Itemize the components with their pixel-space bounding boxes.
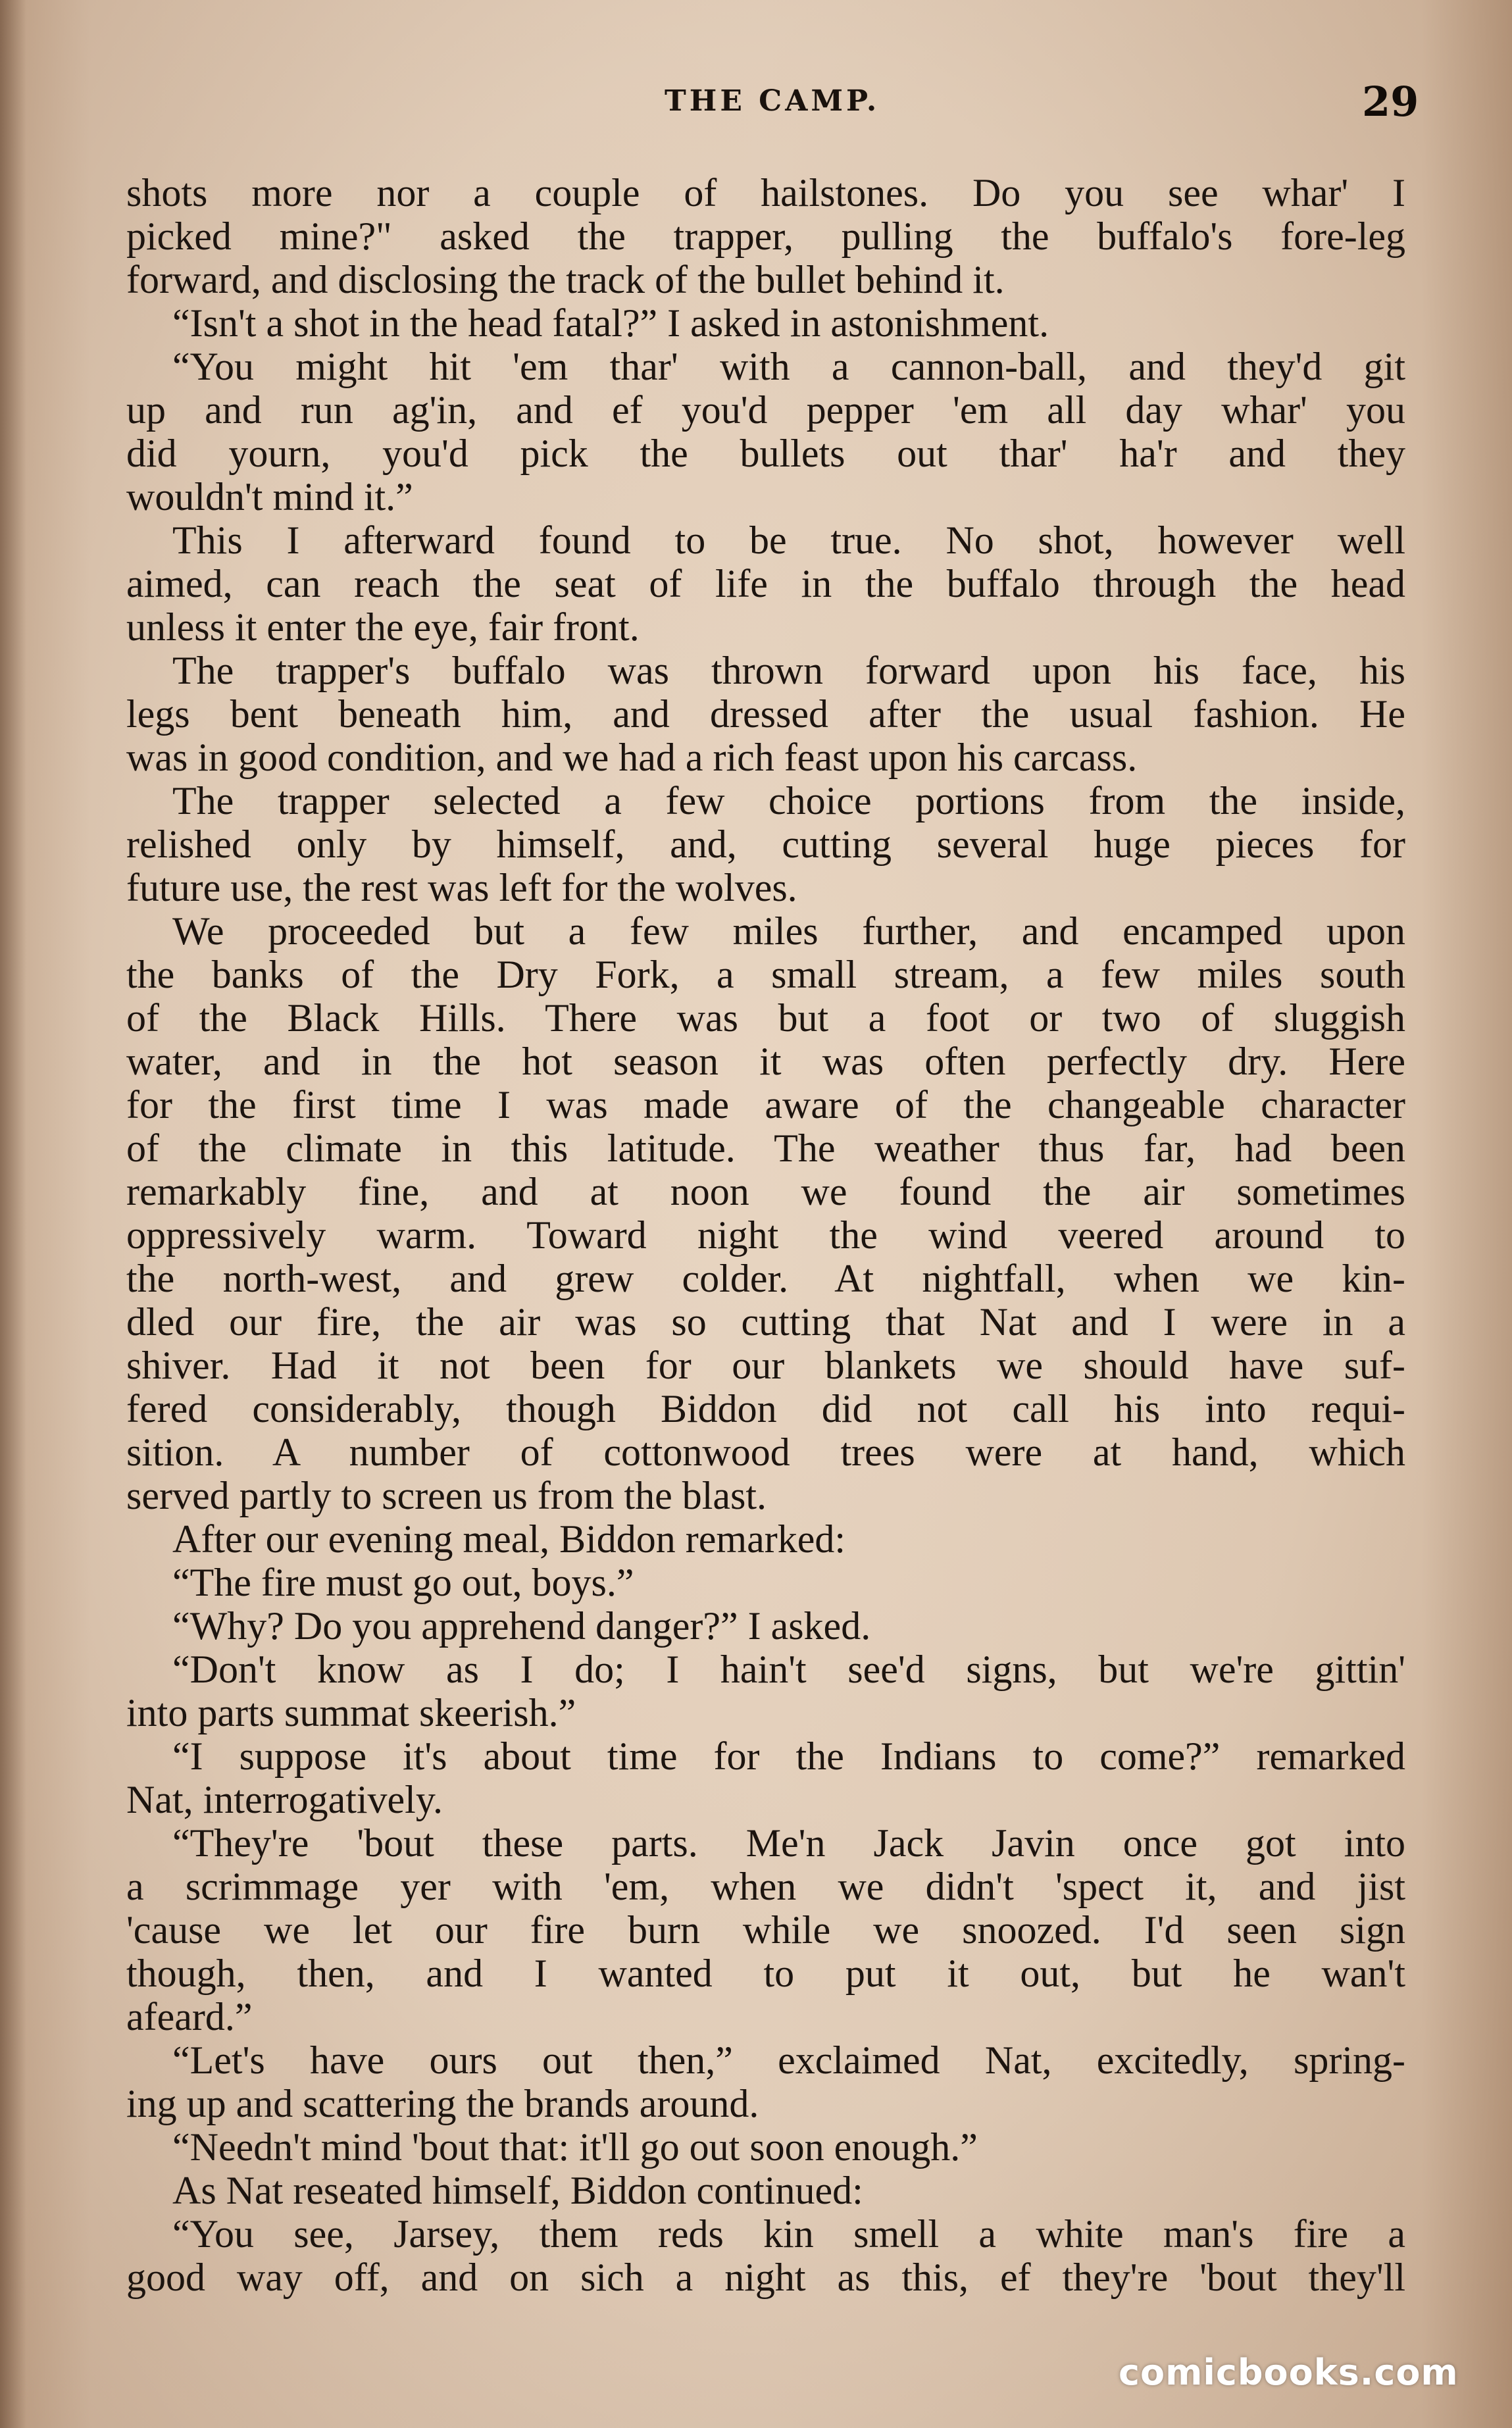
- text-line: shots more nor a couple of hailstones. Do you see whar' I: [126, 171, 1405, 215]
- text-line: The trapper's buffalo was thrown forward upon his face, his: [172, 649, 1405, 692]
- text-line: dled our fire, the air was so cutting that Nat and I were in a: [126, 1300, 1405, 1344]
- text-line: fered considerably, though Biddon did not call his into requi-: [126, 1387, 1405, 1430]
- text-line: the north-west, and grew colder. At nightfall, when we kin-: [126, 1257, 1405, 1300]
- text-line: good way off, and on sich a night as this, ef they're 'bout they'll: [126, 2256, 1405, 2299]
- text-line: “Don't know as I do; I hain't see'd signs, but we're gittin': [172, 1648, 1405, 1691]
- text-line: up and run ag'in, and ef you'd pepper 'em all day whar' you: [126, 388, 1405, 432]
- text-line: was in good condition, and we had a rich feast upon his carcass.: [126, 736, 1138, 779]
- text-line: the banks of the Dry Fork, a small stream, a few miles south: [126, 953, 1405, 996]
- text-line: We proceeded but a few miles further, and encamped upon: [172, 909, 1405, 953]
- text-line: legs bent beneath him, and dressed after the usual fashion. He: [126, 692, 1405, 736]
- watermark-text: comicbooks.com: [1119, 2352, 1459, 2393]
- spine-shadow: [0, 0, 26, 2428]
- text-line: did yourn, you'd pick the bullets out thar' ha'r and they: [126, 432, 1405, 475]
- running-title: THE CAMP.: [665, 84, 880, 118]
- text-line: “Isn't a shot in the head fatal?” I asked in astonishment.: [172, 301, 1049, 345]
- running-head: [0, 78, 1512, 130]
- text-line: of the Black Hills. There was but a foot or two of sluggish: [126, 996, 1405, 1040]
- text-line: of the climate in this latitude. The weather thus far, had been: [126, 1126, 1405, 1170]
- text-line: “Let's have ours out then,” exclaimed Nat, excitedly, spring-: [172, 2038, 1405, 2082]
- body-text: [126, 171, 1405, 2329]
- text-line: “I suppose it's about time for the Indians to come?” remarked: [172, 1734, 1405, 1778]
- text-line: 'cause we let our fire burn while we snoozed. I'd seen sign: [126, 1908, 1405, 1952]
- text-line: relished only by himself, and, cutting several huge pieces for: [126, 822, 1405, 866]
- text-line: “Why? Do you apprehend danger?” I asked.: [172, 1604, 871, 1648]
- text-line: sition. A number of cottonwood trees were at hand, which: [126, 1430, 1405, 1474]
- text-line: unless it enter the eye, fair front.: [126, 605, 640, 649]
- text-line: aimed, can reach the seat of life in the buffalo through the head: [126, 562, 1405, 605]
- text-line: shiver. Had it not been for our blankets we should have suf-: [126, 1344, 1405, 1387]
- text-line: though, then, and I wanted to put it out, but he wan't: [126, 1952, 1405, 1995]
- text-line: a scrimmage yer with 'em, when we didn't 'spect it, and jist: [126, 1865, 1405, 1908]
- text-line: for the first time I was made aware of the changeable character: [126, 1083, 1405, 1126]
- text-line: “They're 'bout these parts. Me'n Jack Javin once got into: [172, 1821, 1405, 1865]
- text-line: Nat, interrogatively.: [126, 1778, 443, 1821]
- text-line: oppressively warm. Toward night the wind veered around to: [126, 1213, 1405, 1257]
- text-line: forward, and disclosing the track of the bullet behind it.: [126, 258, 1005, 301]
- text-line: The trapper selected a few choice portions from the inside,: [172, 779, 1405, 822]
- text-line: water, and in the hot season it was often perfectly dry. Here: [126, 1040, 1405, 1083]
- text-line: afeard.”: [126, 1995, 253, 2038]
- text-line: This I afterward found to be true. No shot, however well: [172, 518, 1405, 562]
- page-number: 29: [1362, 78, 1419, 126]
- text-line: “You might hit 'em thar' with a cannon-ball, and they'd git: [172, 345, 1405, 388]
- text-line: “You see, Jarsey, them reds kin smell a white man's fire a: [172, 2212, 1405, 2256]
- text-line: ing up and scattering the brands around.: [126, 2082, 759, 2125]
- text-line: After our evening meal, Biddon remarked:: [172, 1517, 845, 1561]
- text-line: into parts summat skeerish.”: [126, 1691, 576, 1734]
- text-line: wouldn't mind it.”: [126, 475, 413, 518]
- text-line: As Nat reseated himself, Biddon continued:: [172, 2169, 863, 2212]
- text-line: “Needn't mind 'bout that: it'll go out soon enough.”: [172, 2125, 978, 2169]
- text-line: picked mine?" asked the trapper, pulling the buffalo's fore-leg: [126, 215, 1405, 258]
- text-line: served partly to screen us from the blast.: [126, 1474, 767, 1517]
- text-line: future use, the rest was left for the wolves.: [126, 866, 797, 909]
- text-line: remarkably fine, and at noon we found the air sometimes: [126, 1170, 1405, 1213]
- text-line: “The fire must go out, boys.”: [172, 1561, 634, 1604]
